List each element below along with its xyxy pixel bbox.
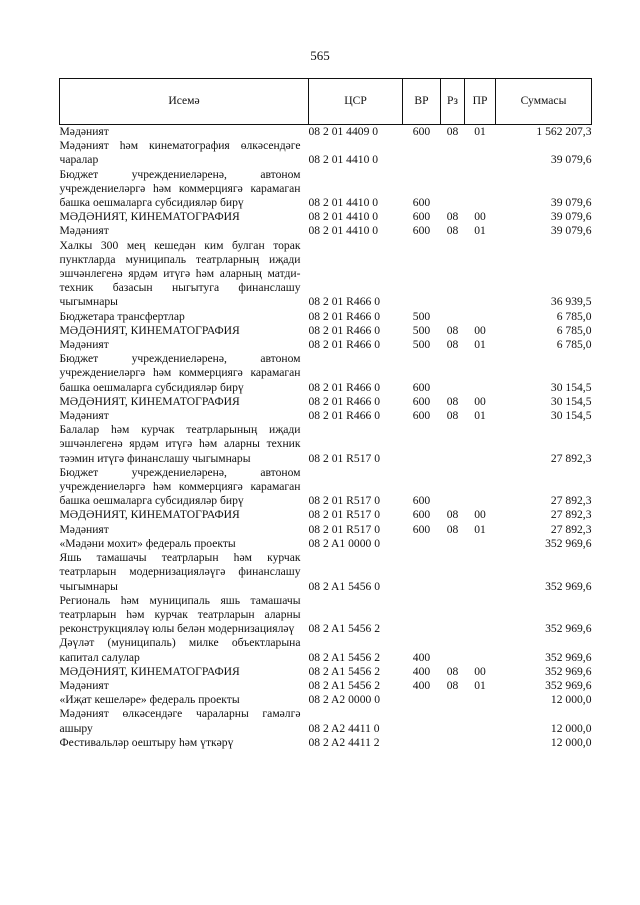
cell-vr: 400 (412, 664, 431, 678)
cell-csr: 08 2 01 4410 0 (308, 224, 379, 238)
cell-rz: 08 (446, 409, 459, 423)
cell-pr: 01 (474, 409, 486, 423)
cell-sum: 6 785,0 (556, 323, 592, 337)
cell-rz (441, 636, 465, 664)
header-sum: Суммасы (496, 79, 592, 125)
cell-vr: 600 (412, 380, 431, 394)
cell-sum: 12 000,0 (550, 693, 592, 707)
cell-rz (441, 707, 465, 735)
cell-name: Мәдәният (59, 224, 109, 238)
table-row (60, 594, 592, 637)
cell-name: Региональ һәм муниципаль яшь тамашачы театрларын һәм курчак театрларын аларны реконструкцияләү юлы белән модернизацияләү (59, 593, 301, 636)
table-row (60, 693, 592, 707)
cell-csr: 08 2 01 R466 0 (308, 380, 380, 394)
cell-name: Фестивальләр оештыру һәм үткәрү (59, 735, 234, 749)
cell-pr: 00 (474, 394, 486, 408)
cell-vr (403, 423, 441, 466)
cell-name: «Иҗат кешеләре» федераль проекты (59, 693, 240, 707)
cell-rz: 08 (446, 210, 459, 224)
cell-vr: 600 (412, 522, 431, 536)
table-row (60, 537, 592, 551)
cell-name: МӘДӘНИЯТ, КИНЕМАТОГРАФИЯ (59, 664, 240, 678)
cell-rz (441, 310, 465, 324)
cell-csr: 08 2 01 4409 0 (308, 125, 379, 138)
cell-name: Мәдәният (59, 125, 109, 138)
cell-name: Мәдәният (59, 522, 109, 536)
cell-pr: 01 (474, 522, 486, 536)
cell-pr: 01 (474, 224, 486, 238)
cell-csr: 08 2 A1 5456 2 (308, 678, 380, 692)
cell-vr: 600 (412, 125, 431, 138)
table-row (60, 125, 592, 140)
page-number: 565 (310, 48, 330, 63)
cell-vr (403, 693, 441, 707)
cell-sum: 30 154,5 (550, 409, 592, 423)
cell-vr: 600 (412, 409, 431, 423)
table-header-row (60, 79, 592, 125)
table-row (60, 736, 592, 750)
cell-vr: 600 (412, 210, 431, 224)
table-row (60, 423, 592, 466)
cell-name: Бюджет учреждениеләренә, автоном учреждениеләргә һәм коммерциягә карамаган башка оешмаларга субсидияләр бирү (59, 465, 301, 508)
cell-sum: 30 154,5 (550, 394, 592, 408)
cell-vr (403, 537, 441, 551)
table-body (60, 125, 592, 750)
table-row (60, 310, 592, 324)
cell-pr (465, 636, 496, 664)
cell-csr: 08 2 01 R517 0 (308, 451, 380, 465)
cell-sum: 12 000,0 (550, 721, 592, 735)
cell-vr: 500 (412, 338, 431, 352)
cell-rz: 08 (446, 224, 459, 238)
cell-csr: 08 2 A2 0000 0 (308, 693, 380, 707)
cell-pr (465, 537, 496, 551)
cell-vr (403, 239, 441, 310)
cell-pr (465, 693, 496, 707)
cell-rz (441, 239, 465, 310)
cell-name: «Мәдәни мохит» федераль проекты (59, 536, 236, 550)
cell-pr: 00 (474, 508, 486, 522)
cell-sum: 352 969,6 (545, 664, 592, 678)
table-row (60, 508, 592, 522)
table-row (60, 239, 592, 310)
cell-rz: 08 (446, 508, 459, 522)
cell-sum: 6 785,0 (556, 338, 592, 352)
table-row (60, 324, 592, 338)
cell-name: Дәүләт (муниципаль) милке объектларына капитал салулар (59, 636, 301, 664)
cell-vr (403, 736, 441, 750)
table-row (60, 707, 592, 735)
cell-sum: 39 079,6 (550, 153, 592, 167)
cell-rz (441, 594, 465, 637)
cell-csr: 08 2 A1 5456 2 (308, 650, 380, 664)
table-row (60, 409, 592, 423)
cell-sum: 39 079,6 (550, 210, 592, 224)
cell-rz (441, 537, 465, 551)
table-row (60, 466, 592, 509)
table-row (60, 168, 592, 211)
cell-pr: 00 (474, 664, 486, 678)
cell-csr: 08 2 01 4410 0 (308, 210, 379, 224)
cell-rz: 08 (446, 125, 459, 138)
cell-rz: 08 (446, 664, 459, 678)
cell-vr: 500 (412, 309, 431, 323)
cell-csr: 08 2 01 4410 0 (308, 196, 379, 210)
cell-pr: 00 (474, 323, 486, 337)
cell-csr: 08 2 01 R517 0 (308, 522, 380, 536)
cell-vr: 600 (412, 394, 431, 408)
cell-pr (465, 551, 496, 594)
cell-sum: 352 969,6 (545, 650, 592, 664)
cell-pr (465, 707, 496, 735)
cell-pr (465, 466, 496, 509)
cell-pr: 01 (474, 125, 486, 138)
cell-vr: 600 (412, 196, 431, 210)
cell-rz: 08 (446, 323, 459, 337)
table-row (60, 352, 592, 395)
cell-pr (465, 139, 496, 167)
cell-vr (403, 139, 441, 167)
cell-rz (441, 551, 465, 594)
cell-pr (465, 736, 496, 750)
cell-csr: 08 2 A2 4411 0 (308, 721, 380, 735)
header-csr: ЦСР (309, 79, 403, 125)
cell-vr: 400 (412, 650, 431, 664)
cell-rz (441, 139, 465, 167)
cell-rz: 08 (446, 678, 459, 692)
cell-sum: 39 079,6 (550, 196, 592, 210)
cell-vr: 600 (412, 224, 431, 238)
cell-sum: 352 969,6 (545, 536, 592, 550)
cell-sum: 27 892,3 (550, 451, 592, 465)
cell-sum: 27 892,3 (550, 508, 592, 522)
cell-pr (465, 594, 496, 637)
cell-sum: 36 939,5 (550, 295, 592, 309)
cell-vr: 600 (412, 508, 431, 522)
cell-pr (465, 423, 496, 466)
cell-rz (441, 352, 465, 395)
cell-csr: 08 2 A1 5456 2 (308, 664, 380, 678)
cell-name: Яшь тамашачы театрларын һәм курчак театрларын модернизацияләүгә финанслашу чыгымнары (59, 551, 301, 593)
cell-name: Халкы 300 мең кешедән ким булган торак пунктларда муниципаль театрларның иҗади эшчәнлегенә ярдәм итүгә һәм аларның матди-техник базасын ныгытуга финанслашу чыгымнары (59, 238, 301, 309)
cell-name: МӘДӘНИЯТ, КИНЕМАТОГРАФИЯ (59, 508, 240, 522)
header-pr: ПР (465, 79, 496, 125)
cell-csr: 08 2 01 R466 0 (308, 394, 380, 408)
cell-csr: 08 2 01 R517 0 (308, 508, 380, 522)
cell-csr: 08 2 01 R466 0 (308, 309, 380, 323)
cell-csr: 08 2 01 R466 0 (308, 409, 380, 423)
cell-name: Бюджет учреждениеләренә, автоном учреждениеләргә һәм коммерциягә карамаган башка оешмаларга субсидияләр бирү (59, 352, 301, 394)
table-row (60, 338, 592, 352)
cell-name: МӘДӘНИЯТ, КИНЕМАТОГРАФИЯ (59, 210, 240, 224)
cell-sum: 27 892,3 (550, 522, 592, 536)
cell-name: МӘДӘНИЯТ, КИНЕМАТОГРАФИЯ (59, 394, 240, 408)
cell-pr (465, 310, 496, 324)
cell-pr: 01 (474, 678, 486, 692)
cell-rz: 08 (446, 522, 459, 536)
cell-vr (403, 707, 441, 735)
cell-sum: 6 785,0 (556, 309, 592, 323)
budget-table (59, 78, 592, 750)
cell-name: Мәдәният өлкәсендәге чараларны гамәлгә ашыру (59, 707, 301, 735)
cell-rz (441, 466, 465, 509)
cell-sum: 12 000,0 (550, 735, 592, 749)
cell-csr: 08 2 A2 4411 2 (308, 735, 380, 749)
cell-rz (441, 168, 465, 211)
cell-csr: 08 2 01 R466 0 (308, 295, 380, 309)
cell-rz (441, 693, 465, 707)
cell-sum: 30 154,5 (550, 380, 592, 394)
cell-pr (465, 168, 496, 211)
cell-sum: 1 562 207,3 (536, 125, 592, 138)
cell-sum: 352 969,6 (545, 622, 592, 636)
cell-vr: 500 (412, 323, 431, 337)
table-row (60, 679, 592, 693)
cell-name: Мәдәният (59, 338, 109, 352)
table-row (60, 210, 592, 224)
header-name: Исемә (60, 79, 309, 125)
cell-csr: 08 2 01 R466 0 (308, 338, 380, 352)
cell-vr (403, 594, 441, 637)
cell-vr: 400 (412, 678, 431, 692)
cell-vr (403, 551, 441, 594)
cell-sum: 27 892,3 (550, 494, 592, 508)
cell-csr: 08 2 A1 5456 0 (308, 579, 380, 593)
cell-sum: 352 969,6 (545, 579, 592, 593)
table-row (60, 395, 592, 409)
cell-csr: 08 2 01 R466 0 (308, 323, 380, 337)
table-row (60, 636, 592, 664)
cell-rz: 08 (446, 394, 459, 408)
cell-pr: 00 (474, 210, 486, 224)
cell-vr: 600 (412, 494, 431, 508)
cell-name: Мәдәният (59, 678, 109, 692)
cell-name: Бюджет учреждениеләренә, автоном учреждениеләргә һәм коммерциягә карамаган башка оешмаларга субсидияләр бирү (59, 167, 301, 210)
header-rz: Рз (441, 79, 465, 125)
cell-sum: 39 079,6 (550, 224, 592, 238)
table-row (60, 523, 592, 537)
cell-name: Бюджетара трансфертлар (59, 309, 185, 323)
cell-csr: 08 2 01 R517 0 (308, 494, 380, 508)
table-row (60, 224, 592, 238)
cell-rz (441, 423, 465, 466)
cell-pr: 01 (474, 338, 486, 352)
table-row (60, 665, 592, 679)
cell-name: Мәдәният (59, 409, 109, 423)
cell-name: МӘДӘНИЯТ, КИНЕМАТОГРАФИЯ (59, 323, 240, 337)
cell-name: Мәдәният һәм кинематография өлкәсендәге чаралар (59, 139, 301, 167)
cell-csr: 08 2 A1 0000 0 (308, 536, 380, 550)
cell-pr (465, 352, 496, 395)
cell-csr: 08 2 01 4410 0 (308, 153, 379, 167)
table-row (60, 551, 592, 594)
cell-sum: 352 969,6 (545, 678, 592, 692)
cell-name: Балалар һәм курчак театрларының иҗади эшчәнлегенә ярдәм итүгә һәм аларны техник тәэмин итүгә финанслашу чыгымнары (59, 423, 301, 465)
header-vr: ВР (403, 79, 441, 125)
cell-rz: 08 (446, 338, 459, 352)
cell-pr (465, 239, 496, 310)
table-row (60, 139, 592, 167)
cell-csr: 08 2 A1 5456 2 (308, 622, 380, 636)
cell-rz (441, 736, 465, 750)
